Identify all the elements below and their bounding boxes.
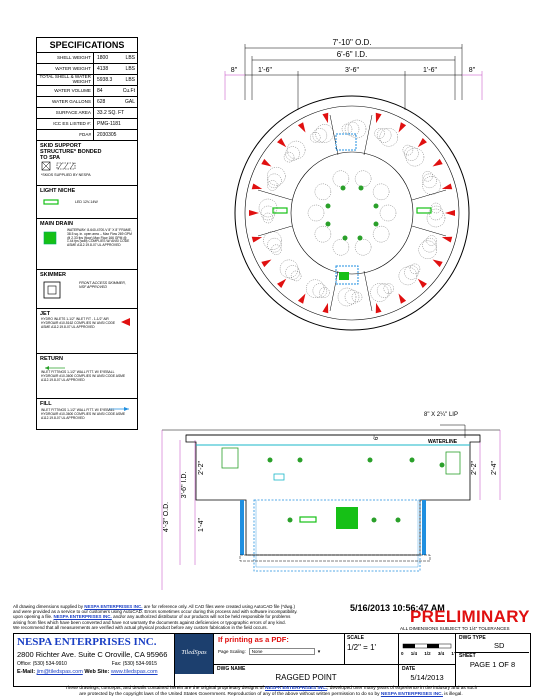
company-link-2[interactable]: NESPA ENTERPRISES INC. (53, 614, 112, 620)
legend-fill-title: FILL (40, 401, 52, 407)
dim-h-low: 1'-4" (198, 518, 205, 532)
jet-marker (399, 294, 407, 304)
jet-marker (277, 138, 286, 147)
dim-six: 6" (374, 434, 380, 440)
dwg-type: SD (494, 641, 505, 650)
legend-skid-note: *SKIDS SUPPLIED BY NESPA (41, 173, 91, 177)
spec-label: SHELL WEIGHT (37, 53, 94, 63)
company-link[interactable]: NESPA ENTERPRISES INC. (84, 604, 143, 609)
waterline-label: WATERLINE (428, 439, 458, 445)
spec-label: FDA# (37, 130, 94, 140)
dim-d2: 1'-6" (258, 67, 272, 74)
legend-jet-title: JET (40, 311, 51, 317)
legend-drain-text: WATERWAY: 8-640-4700-V 8" X 8" FRAME, 38.5 sq. in. open area -- Max Flow 269 GPM @ 2.33 fps (floor) Max Flow 166 GPM @ 1.44 fps (wall) COMPLIES W/ ANSI CODE ASME A112.19.8-07 UL APPROVED (67, 228, 132, 248)
jet-marker (261, 260, 271, 268)
dim-od: 7'-10" O.D. (332, 38, 372, 47)
spec-value: PMG-1181 (97, 121, 121, 127)
logo: TiledSpas (175, 634, 214, 674)
sheet-cell: SHEET PAGE 1 OF 8 (456, 652, 529, 686)
spec-label: WATER WEIGHT (37, 64, 94, 74)
bench-ring (291, 152, 413, 274)
dim-h-id: 3'-6" I.D. (181, 471, 188, 499)
dim-h-top: 2'-2" (198, 461, 205, 475)
scale-bar: 0 1/4 1/2 3/4 1' (399, 634, 456, 664)
spec-value: 5938.3 LBS (97, 77, 135, 83)
spec-label: SURFACE AREA (37, 108, 94, 118)
spec-value: 4138 LBS (97, 66, 135, 72)
jet-marker (376, 303, 382, 313)
pdf-note-cell (214, 634, 345, 664)
scale-value: 1/2" = 1' (347, 643, 377, 652)
scale-cell: SCALE 1/2" = 1' (344, 634, 399, 664)
spec-value: 2030305 (97, 132, 117, 138)
jet-marker (418, 138, 427, 147)
spec-value: 628 GAL (97, 99, 135, 105)
elevation-view (162, 425, 500, 590)
legend-jet-text: HYDRO INLETS 1-1/2" INLET FIT - 1-1/2" AIR HYDROAIR #10-5162 COMPLIES W/ ANSI CODE ASME A112.19.8-07 UL APPROVED (41, 317, 116, 329)
legend-light-title: LIGHT NICHE (40, 188, 76, 194)
preliminary-stamp: PRELIMINARY (410, 607, 530, 626)
disclaimer: All drawing dimensions supplied by NESPA ENTERPRISES INC. are for reference only. All CAD files were created using AutoCAD file (*dwg.) and were provided as a service to our customers using AutoCAD. Errors sometimes occur during this process and with software incompatibility. upon opening a file. NESPA ENTERPRISES INC. and/or any authorized distributor of our products will not be held responsible for problems arising from files which have been converted and have not warranty the documents against deficiencies or typographic errors of any kind. We recommend that all measurements are verified with actual physical product before any custom fabrication in the field occurs. (13, 604, 298, 630)
timestamp: 5/16/2013 10:56:47 AM (350, 603, 445, 613)
jet-marker (298, 294, 306, 304)
page-scaling-select[interactable]: None (249, 648, 315, 655)
company-name: NESPA ENTERPRISES INC. (17, 636, 157, 648)
jet-marker (277, 279, 286, 288)
plan-skimmer-top (336, 134, 356, 150)
company-address: 2800 Richter Ave. Suite C Oroville, CA 95966 (17, 650, 168, 659)
pdf-note: If printing as a PDF: (218, 635, 289, 644)
dim-h-r2: 2'-4" (491, 461, 498, 475)
spec-label: WATER VOLUME (37, 86, 94, 96)
dim-h-total: 4'-3" O.D. (163, 501, 170, 533)
dim-h-r1: 2'-2" (471, 461, 478, 475)
chevron-down-icon: ▾ (317, 648, 321, 655)
dwg-name-cell: DWG NAME RAGGED POINT (214, 664, 399, 687)
jet-marker (442, 183, 452, 189)
spec-value: 1800 LBS (97, 55, 135, 61)
jet-marker (252, 183, 262, 189)
jet-marker (376, 113, 382, 123)
legend-skimmer-text: FRONT ACCESS SKIMMER, NSF APPROVED (79, 281, 126, 290)
dwg-name: RAGGED POINT (275, 673, 337, 682)
footer-company-link-2[interactable]: NESPA ENTERPRISES INC. (380, 692, 443, 697)
jet-marker (399, 122, 407, 132)
legend-drain-title: MAIN DRAIN (40, 221, 73, 227)
jet-marker (261, 159, 271, 167)
legend-light-text: LED 12V-14W (75, 200, 98, 204)
specifications-title: SPECIFICATIONS (37, 38, 137, 53)
jet-marker (322, 303, 328, 313)
jet-marker (442, 237, 452, 243)
email-link[interactable]: jim@tiledspas.com (36, 669, 83, 675)
company-fax: Fax: (530) 534-9915 (111, 661, 157, 667)
spec-value: 33.2 SQ. FT (97, 110, 125, 116)
outer-rim (235, 96, 469, 330)
jet-marker (249, 210, 259, 216)
jet-marker (445, 210, 455, 216)
spec-label: ICC ES LISTED #: (37, 119, 94, 129)
dim-lip: 8" X 2¼" LIP (424, 412, 458, 418)
spec-value: 84 Cu.Ft (97, 88, 135, 94)
jet-marker (418, 279, 427, 288)
jet-marker (433, 159, 443, 167)
footer-company-link[interactable]: NESPA ENTERPRISES INC. (265, 686, 328, 691)
spec-label: TOTAL SHELL & WATER WEIGHT (37, 75, 94, 85)
company-cell: NESPA ENTERPRISES INC. 2800 Richter Ave. Suite C Oroville, CA 95966 Office: (530) 534-9910 Fax: (530) 534-9915 E-Mail: jim@tiledspas.com Web Site: www.tiledspas.com (14, 634, 175, 686)
jet-marker (298, 122, 306, 132)
legend-return-text: INLET FITTINGS 1-1/2" WALL FITT. W/ EYEBALL HYDROAIR #10-3600 COMPLIES W/ ANSI CODE ASME A112.19.8-07 UL APPROVED (41, 370, 126, 382)
legend-skimmer-title: SKIMMER (40, 272, 66, 278)
jet-marker (433, 260, 443, 268)
date-cell: DATE 5/14/2013 (399, 664, 456, 687)
sheet: PAGE 1 OF 8 (469, 660, 516, 669)
scale-bar-graphic (399, 634, 455, 664)
company-office: Office: (530) 534-9910 (17, 661, 67, 667)
dim-d4: 1'-6" (423, 67, 437, 74)
dwg-type-cell: DWG TYPE SD (456, 634, 529, 653)
tolerance-note: ALL DIMENSIONS SUBJECT TO 1/4" TOLERANCES (400, 626, 510, 631)
dim-d1: 8" (230, 67, 238, 74)
plan-drain (339, 272, 349, 280)
legend-fill-text: INLET FITTINGS 1-1/2" WALL FITT. W/ EYEBALL HYDROAIR #10-3600 COMPLIES W/ ANSI CODE ASME A112.19.8-07 UL APPROVED (41, 408, 126, 420)
dim-id: 6'-6" I.D. (336, 50, 368, 59)
website-link[interactable]: www.tiledspas.com (110, 669, 158, 675)
spec-label: WATER GALLONS (37, 97, 94, 107)
copyright-footer: These drawings, concepts, and details contained herein are the original proprietary designs of NESPA ENTERPRISES INC., developed over many years of experience in the industry and as such are protected by the copyright laws of the United States Government. Reproduction of any of the above without written permission to do so by NESPA ENTERPRISES INC. is illegal. (64, 686, 478, 697)
plan-returns (326, 186, 379, 241)
jet-marker (322, 113, 328, 123)
dim-d3: 3'-6" (345, 67, 359, 74)
date: 5/14/2013 (410, 673, 444, 682)
dim-d5: 8" (468, 67, 476, 74)
page-scaling-label: Page Scaling: (218, 649, 246, 654)
jet-marker (252, 237, 262, 243)
legend-skid-title: SKID SUPPORT STRUCTURE* BONDED TO SPA (40, 143, 102, 161)
legend-return-title: RETURN (40, 356, 63, 362)
title-block (13, 633, 531, 687)
